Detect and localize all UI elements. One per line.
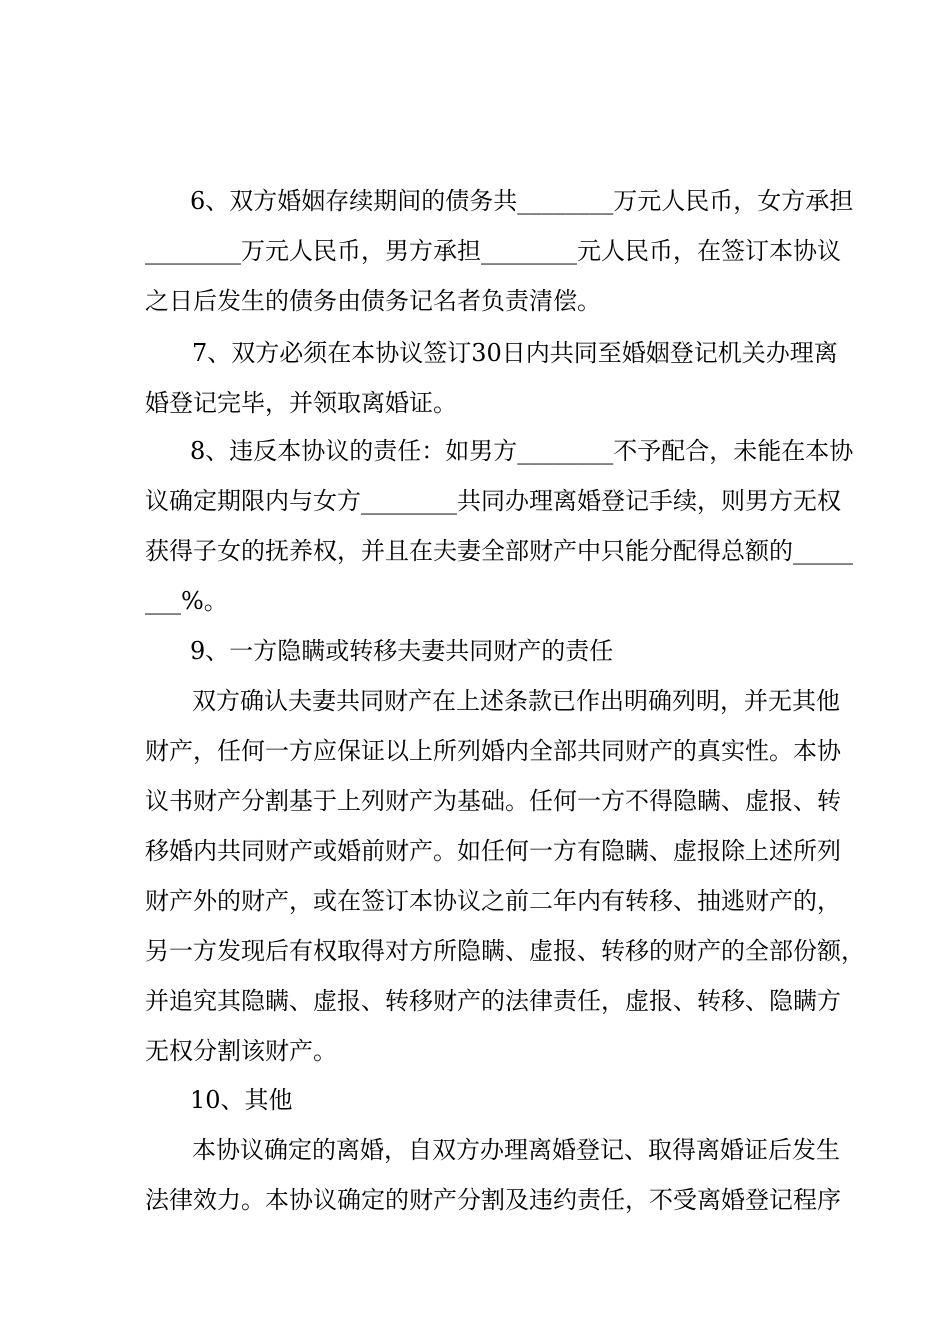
clause-9-para-line-1: 双方确认夫妻共同财产在上述条款已作出明确列明，并无其他 xyxy=(192,687,840,715)
clause-8-line-1: 8、违反本协议的责任：如男方________不予配合，未能在本协 xyxy=(190,437,854,465)
clause-6-line-1: 6、双方婚姻存续期间的债务共________万元人民币，女方承担 xyxy=(190,187,854,215)
clause-10-heading: 10、其他 xyxy=(190,1086,293,1114)
clause-9-para-line-3: 议书财产分割基于上列财产为基础。任何一方不得隐瞒、虚报、转 xyxy=(145,787,841,815)
clause-6-line-3: 之日后发生的债务由债务记名者负责清偿。 xyxy=(145,287,601,315)
clause-9-para-line-5: 财产外的财产，或在签订本协议之前二年内有转移、抽逃财产的， xyxy=(145,887,841,915)
clause-6-line-2: ________万元人民币，男方承担________元人民币，在签订本协议 xyxy=(145,237,841,265)
clause-10-para-line-1: 本协议确定的离婚，自双方办理离婚登记、取得离婚证后发生 xyxy=(192,1136,840,1164)
clause-7-line-2: 婚登记完毕，并领取离婚证。 xyxy=(145,389,457,417)
clause-10-para-line-2: 法律效力。本协议确定的财产分割及违约责任，不受离婚登记程序 xyxy=(145,1186,841,1214)
clause-9-heading: 9、一方隐瞒或转移夫妻共同财产的责任 xyxy=(190,637,614,665)
clause-8-line-4: ___%。 xyxy=(145,587,228,615)
clause-8-line-3: 获得子女的抚养权，并且在夫妻全部财产中只能分配得总额的_____ xyxy=(145,537,853,565)
clause-9-para-line-4: 移婚内共同财产或婚前财产。如任何一方有隐瞒、虚报除上述所列 xyxy=(145,837,841,865)
clause-8-line-2: 议确定期限内与女方________共同办理离婚登记手续，则男方无权 xyxy=(145,487,841,515)
clause-9-para-line-2: 财产，任何一方应保证以上所列婚内全部共同财产的真实性。本协 xyxy=(145,737,841,765)
clause-9-para-line-8: 无权分割该财产。 xyxy=(145,1037,337,1065)
clause-9-para-line-7: 并追究其隐瞒、虚报、转移财产的法律责任，虚报、转移、隐瞒方 xyxy=(145,987,841,1015)
clause-9-para-line-6: 另一方发现后有权取得对方所隐瞒、虚报、转移的财产的全部份额， xyxy=(145,937,865,965)
clause-7-line-1: 7、双方必须在本协议签订30日内共同至婚姻登记机关办理离 xyxy=(192,339,838,367)
